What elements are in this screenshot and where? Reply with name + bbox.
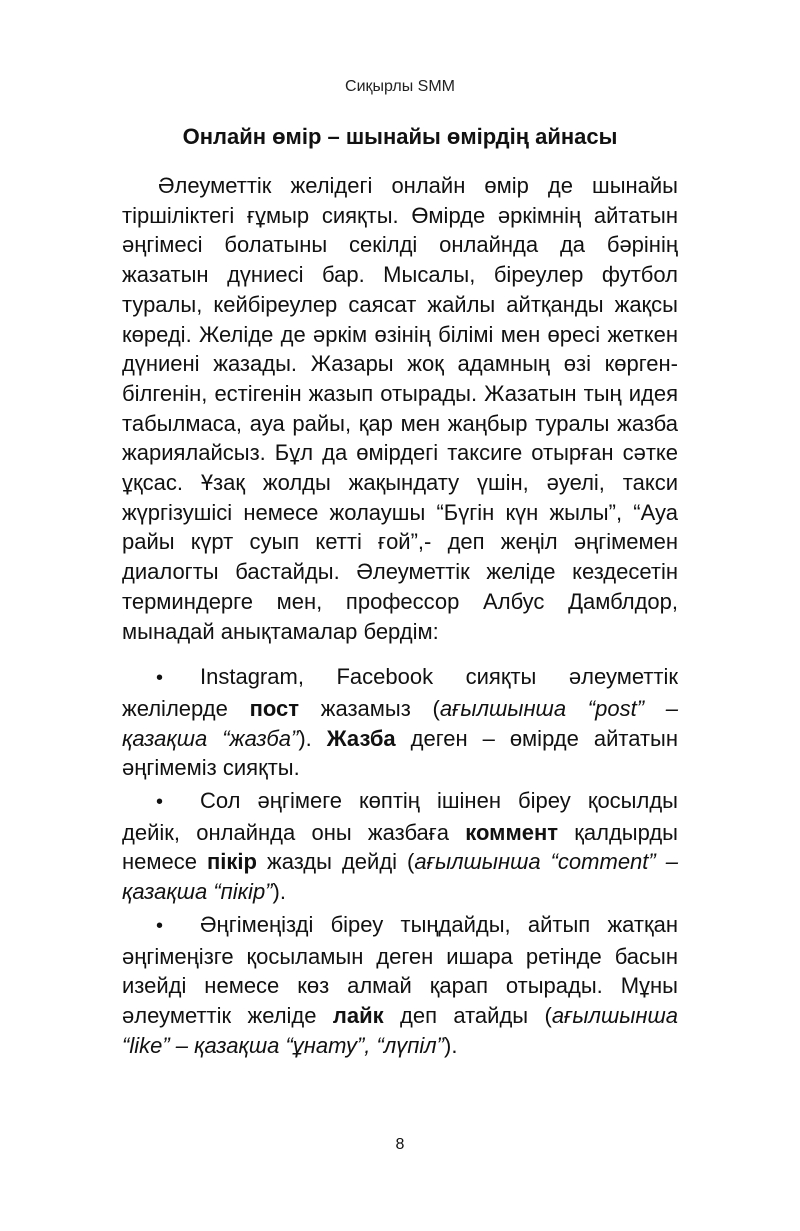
running-head: Сиқырлы SMM [345, 78, 455, 95]
page-number: 8 [395, 1136, 405, 1153]
translation-post: ағылшынша “post” – қазақша “жазба” [122, 695, 678, 751]
section-title: Онлайн өмір – шынайы өмірдің айнасы [182, 124, 618, 149]
bullet-item-comment: • Сол әңгімеге көптің ішінен біреу қосылды дейік, онлайнда оны жазбаға коммент қалдырды немесе пікір жазды дейді (ағылшынша “comment” – қазақша “пікір”). [122, 788, 678, 905]
term-zhazba: Жазба [326, 725, 396, 751]
bullet-item-post: • Instagram, Facebook сияқты әлеуметтік желілерде пост жазамыз (ағылшынша “post” – қазақша “жазба”). Жазба деген – өмірде айтатын әңгімеміз сияқты. [122, 664, 678, 781]
bullet-item-like: • Әңгімеңізді біреу тыңдайды, айтып жатқан әңгімеңізге қосыламын деген ишара ретінде басын изейді немесе көз алмай қарап отырады. Мұны әлеуметтік желіде лайк деп атайды (ағылшынша “like” – қазақша “ұнату”, “лүпіл”). [122, 911, 679, 1058]
term-comment: коммент [465, 819, 559, 845]
term-post: пост [249, 695, 300, 721]
term-pikir: пікір [207, 849, 257, 875]
bullet-marker: • [156, 667, 164, 690]
bullet-marker: • [156, 791, 164, 814]
bullet-marker: • [156, 914, 164, 937]
translation-comment: ағылшынша “comment” – қазақша “пікір” [122, 849, 678, 905]
intro-paragraph: Әлеуметтік желідегі онлайн өмір де шынайы тіршіліктегі ғұмыр сияқты. Өмірде әркімнің айтатын әңгімесі болатыны секілді онлайнда да бәрінің жазатын дүниесі бар. Мысалы, біреулер футбол туралы, кейбіреулер саясат жайлы айтқанды жақсы көреді. Желіде де әркім өзінің білімі мен өресі жеткен дүниені жазады. Жазары жоқ адамның өзі көрген-білгенін, естігенін жазып отырады. Жазатын тың идея табылмаса, ауа райы, қар мен жаңбыр туралы жазба жариялайсыз. Бұл да өмірдегі таксиге отырған сәтке ұқсас. Ұзақ жолды жақындату үшін, әуелі, такси жүргізушісі немесе жолаушы “Бүгін күн жылы”, “Ауа райы күрт суып кетті ғой”,- деп жеңіл әңгімемен диалогты бастайды. Әлеуметтік желіде кездесетін терминдерге мен, профессор Албус Дамблдор, мынадай анықтамалар бердім: [122, 173, 678, 644]
body-text [122, 171, 678, 1060]
term-like: лайк [332, 1002, 384, 1028]
translation-like: ағылшынша “like” – қазақша “ұнату”, “лүпіл” [122, 1002, 679, 1058]
